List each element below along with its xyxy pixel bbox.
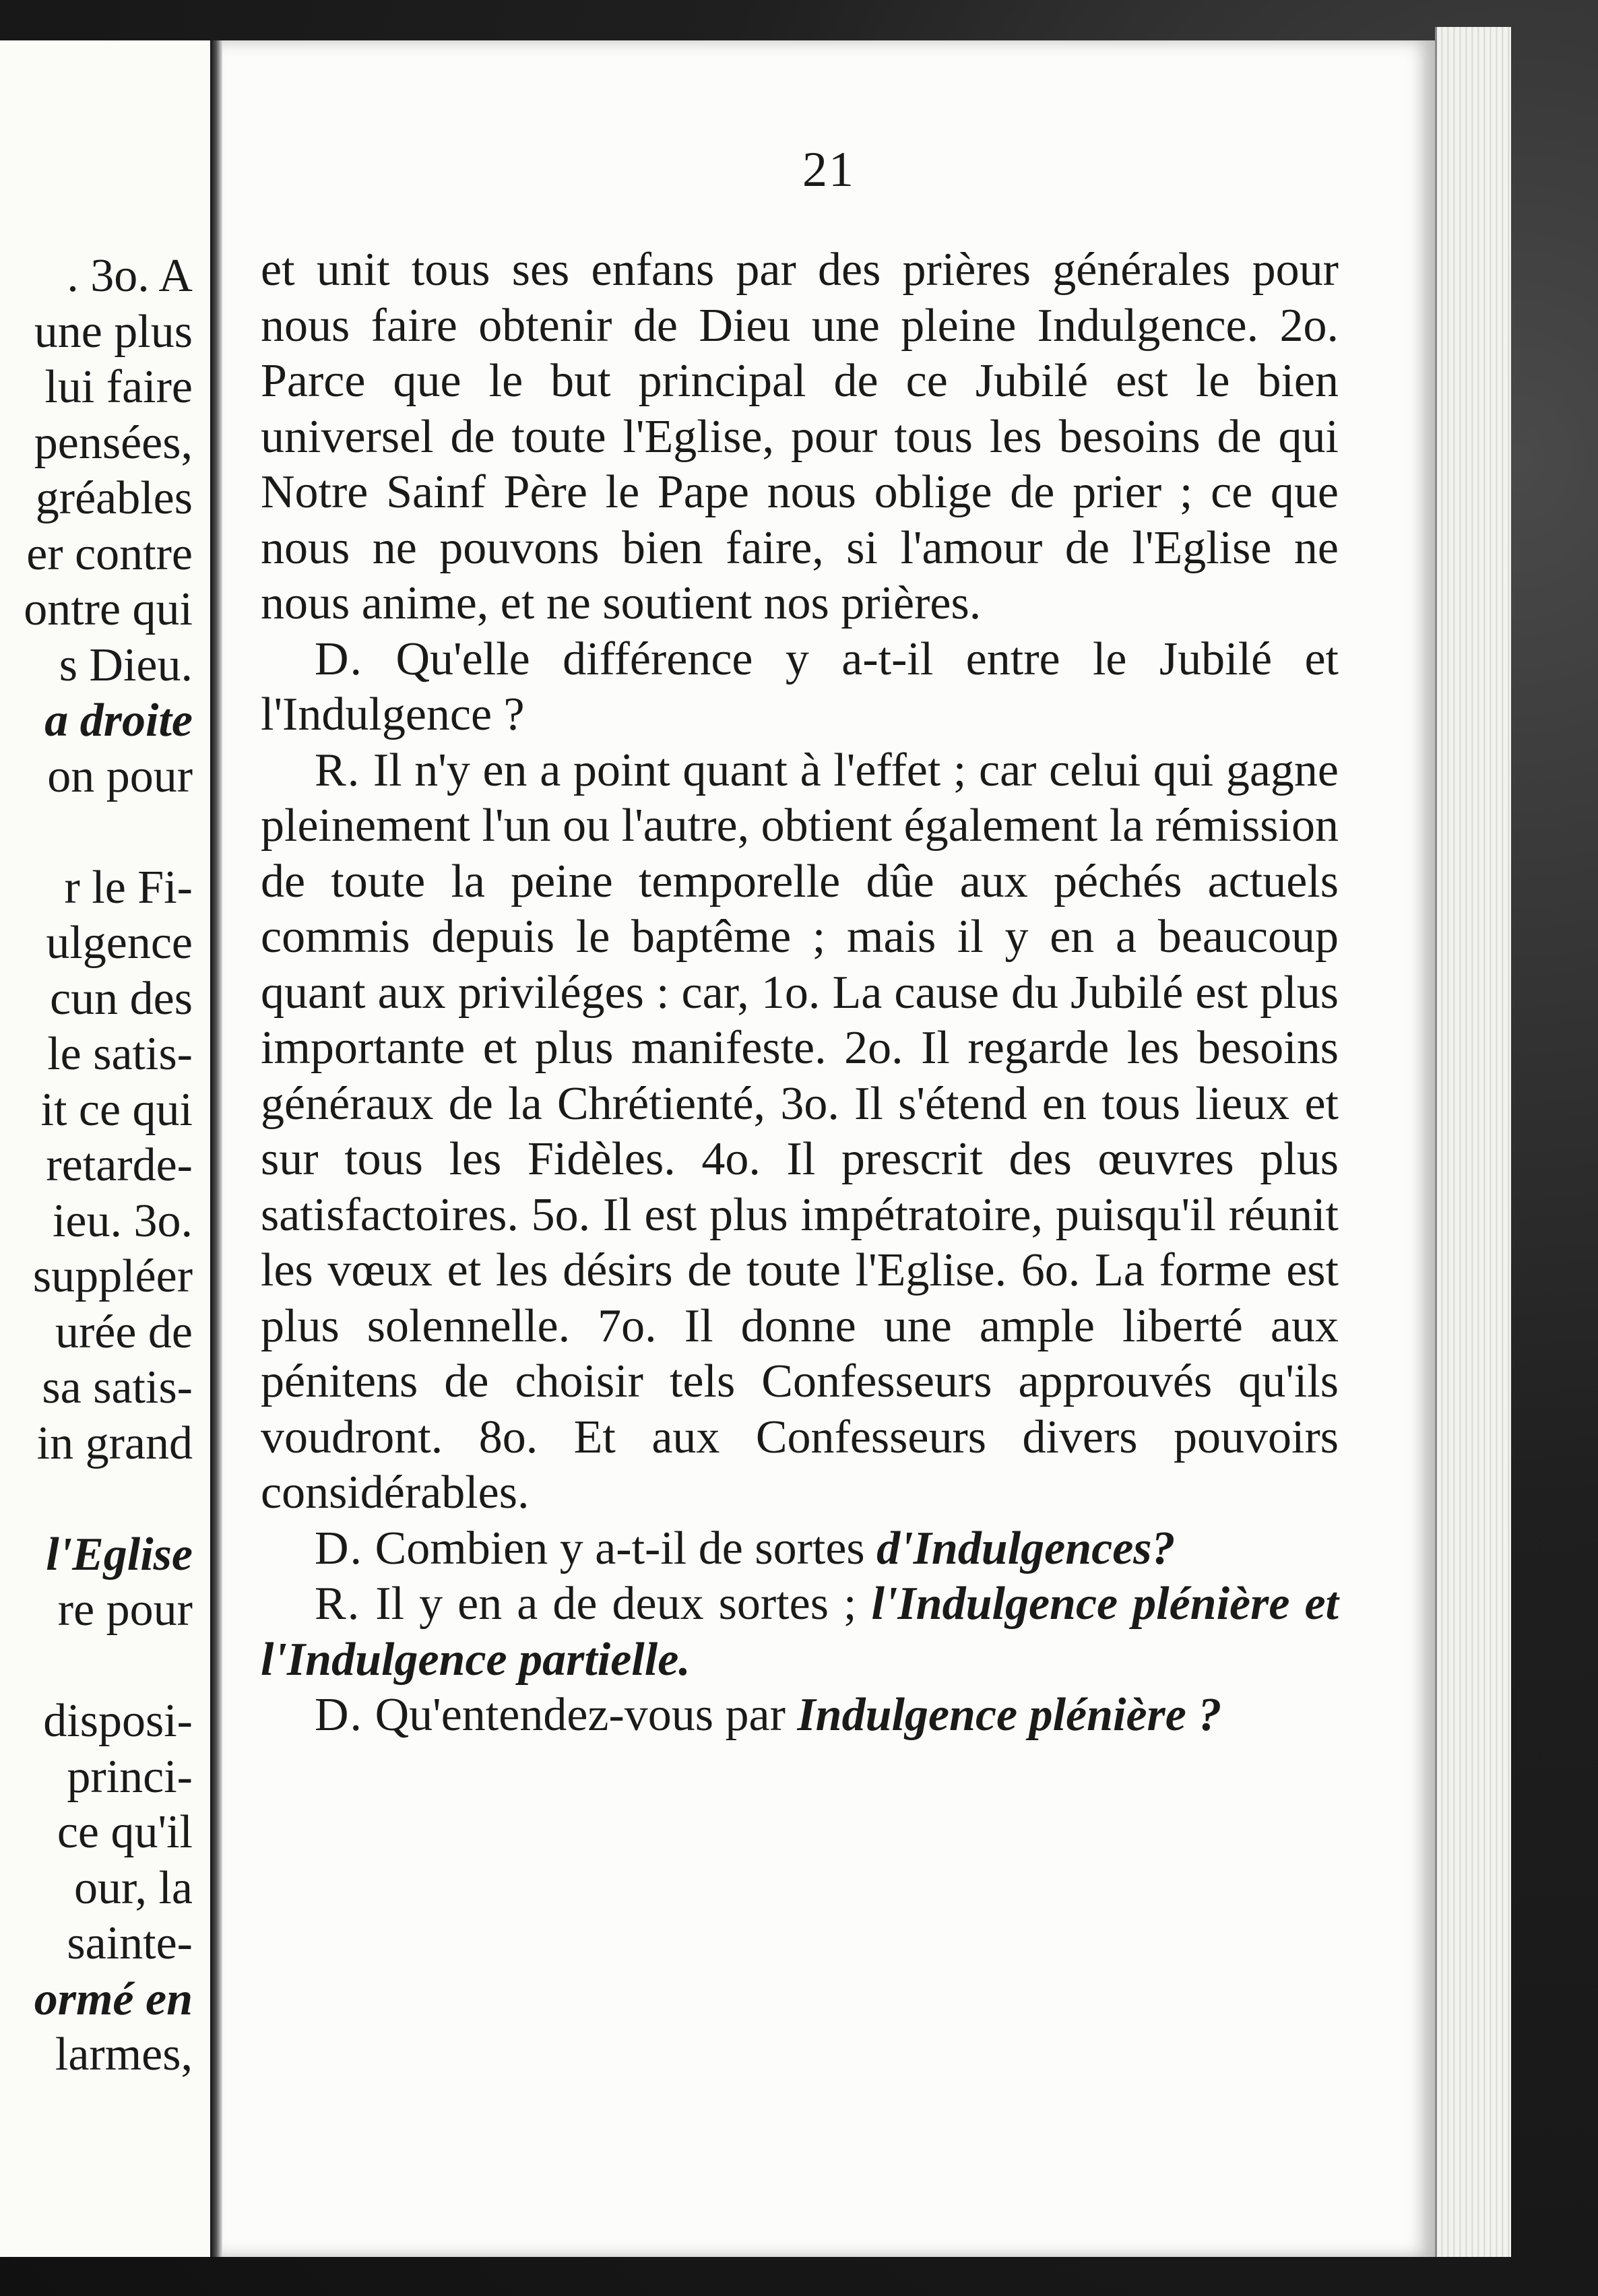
answer-paragraph — [261, 1576, 1339, 1688]
left-page-line: larmes, — [55, 2029, 193, 2080]
left-page-line: our, la — [73, 1861, 193, 1914]
speaker-label: R. — [315, 1578, 361, 1630]
speaker-label: D. — [315, 1689, 364, 1741]
left-page-line: une plus — [34, 305, 193, 358]
left-page-line: princi- — [67, 1750, 193, 1803]
left-page-line: r le Fi- — [64, 861, 193, 914]
left-page-line: er contre — [26, 528, 193, 580]
answer-text: Il n'y en a point quant à l'effet ; car celui qui gagne pleinement l'un ou l'autre, obtient également la rémission de toute la peine temporelle dûe aux péchés actuels commis depuis le baptême ; mais il y en a beaucoup quant aux priviléges : car, 1o. La cause du Jubilé est plus importante et plus manifeste. 2o. Il regarde les besoins généraux de la Chrétienté, 3o. Il s'étend en tous lieux et sur tous les Fidèles. 4o. Il prescrit des œuvres plus satisfactoires. 5o. Il est plus impétratoire, puisqu'il réunit les vœux et les désirs de toute l'Eglise. 6o. La forme est plus solennelle. 7o. Il donne une ample liberté aux pénitens de choisir tels Confesseurs approuvés qu'ils voudront. 8o. Et aux Confesseurs divers pouvoirs considérables. — [261, 744, 1339, 1519]
paragraph-continuation: et unit tous ses enfans par des prières générales pour nous faire obtenir de Dieu une pleine Indulgence. 2o. Parce que le but principal de ce Jubilé est le bien universel de toute l'Eglise, pour tous les besoins de qui Notre Sainf Père le Pape nous oblige de prier ; ce que nous ne pouvons bien faire, si l'amour de l'Eglise ne nous anime, et ne soutient nos prières. — [261, 244, 1339, 629]
left-page-line: le satis- — [47, 1028, 193, 1080]
left-page-line: pensées, — [34, 416, 193, 469]
italic-term: d'Indulgences? — [876, 1522, 1176, 1574]
left-page-line: a droite — [44, 695, 193, 746]
answer-text: Il y en a de deux sortes ; — [375, 1578, 857, 1630]
speaker-label: D. — [315, 1522, 364, 1574]
left-page-line: ce qu'il — [57, 1806, 193, 1858]
left-page-line: l'Eglise — [46, 1528, 193, 1581]
left-page-line: cun des — [50, 972, 193, 1025]
page-edges — [1435, 27, 1511, 2257]
question-text: Qu'elle différence y a-t-il entre le Jubilé et l'Indulgence ? — [261, 633, 1339, 740]
left-page-line: on pour — [47, 750, 193, 802]
left-page-line: retarde- — [46, 1139, 193, 1191]
left-page-line: urée de — [55, 1306, 193, 1358]
left-page-line: ormé en — [34, 1973, 193, 2025]
left-page-line: it ce qui — [40, 1083, 193, 1136]
italic-term: l'Indulgence plénière et l'Indulgence partielle. — [261, 1578, 1339, 1686]
left-page-line: disposi- — [43, 1695, 193, 1747]
book-spine — [210, 40, 222, 2257]
left-page-line: ulgence — [46, 917, 193, 969]
italic-term: Indulgence plénière ? — [797, 1689, 1222, 1741]
left-page-line: sa satis- — [42, 1362, 193, 1413]
left-page-line: gréables — [35, 472, 193, 524]
left-page-line: . 3o. A — [67, 250, 193, 302]
speaker-label: R. — [315, 744, 361, 796]
left-page-line: ieu. 3o. — [52, 1194, 193, 1247]
question-paragraph — [261, 1521, 1339, 1577]
left-page-line: lui faire — [44, 361, 193, 413]
current-page — [222, 40, 1435, 2257]
previous-page-fragment — [0, 40, 213, 2257]
question-paragraph — [261, 1688, 1339, 1744]
page-body — [261, 243, 1339, 1744]
left-page-line: suppléer — [32, 1250, 193, 1302]
left-page-line: s Dieu. — [59, 639, 193, 691]
page-number: 21 — [802, 142, 855, 197]
question-paragraph — [261, 632, 1339, 743]
left-page-line: sainte- — [67, 1917, 193, 1969]
left-page-line: re pour — [57, 1584, 193, 1636]
question-text: Combien y a-t-il de sortes — [375, 1522, 865, 1574]
left-page-line: in grand — [36, 1417, 193, 1469]
question-text: Qu'entendez-vous par — [375, 1689, 786, 1741]
answer-paragraph — [261, 743, 1339, 1521]
left-page-line: ontre qui — [24, 583, 193, 635]
speaker-label: D. — [315, 633, 364, 685]
